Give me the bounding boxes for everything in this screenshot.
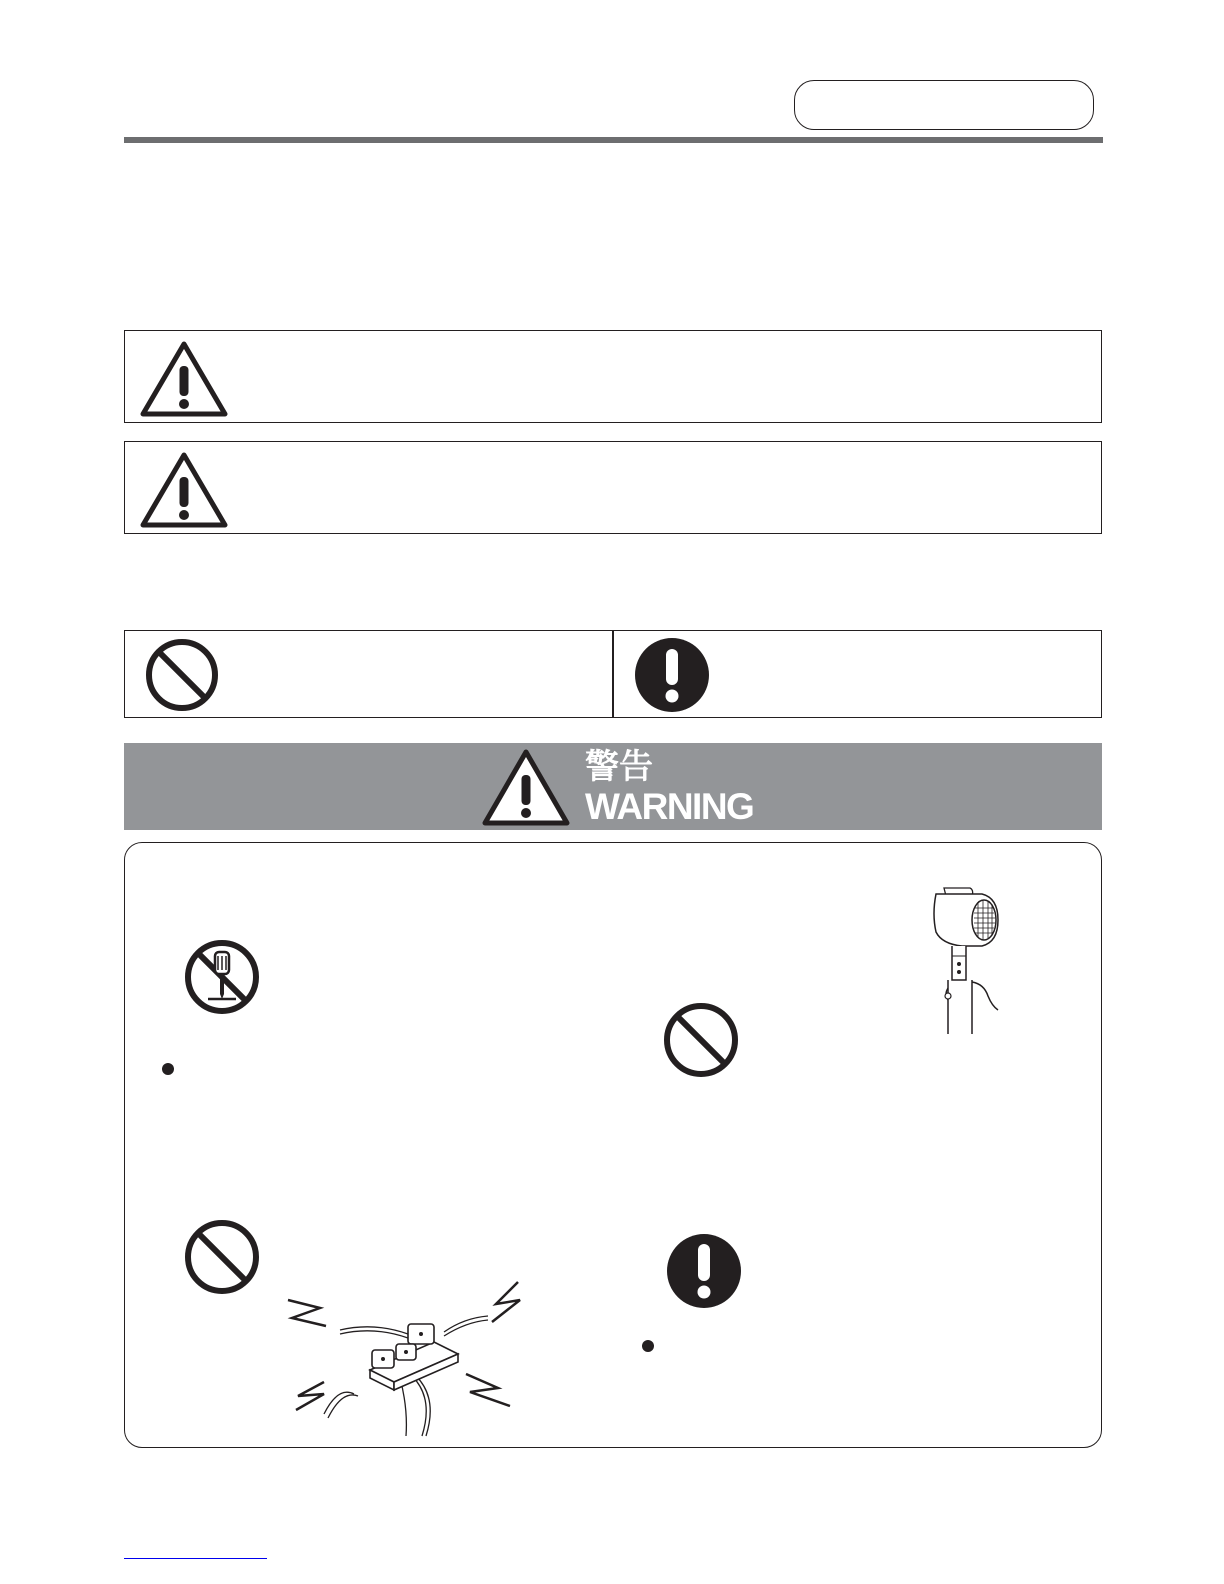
bullet [642, 1340, 654, 1352]
overloaded-outlet-illustration [284, 1278, 526, 1438]
hair-dryer-illustration [922, 884, 1006, 1036]
symbols-divider [612, 630, 614, 718]
footer-link-underline [124, 1558, 267, 1559]
caution-triangle-icon [139, 449, 229, 529]
warning-title-english: WARNING [585, 786, 754, 827]
no-disassembly-icon [182, 938, 262, 1016]
bullet [162, 1063, 174, 1075]
prohibition-icon [143, 637, 221, 713]
mandatory-exclamation-icon [632, 637, 712, 713]
prohibition-icon [661, 1001, 741, 1079]
warning-title-chinese: 警告 [585, 747, 653, 787]
danger-level-box [124, 330, 1102, 423]
caution-triangle-icon [481, 747, 571, 827]
caution-triangle-icon [139, 338, 229, 418]
mandatory-exclamation-icon [664, 1232, 744, 1310]
caution-level-box [124, 441, 1102, 534]
header-section-tab [794, 80, 1094, 130]
header-rule [124, 137, 1103, 143]
prohibition-icon [182, 1218, 262, 1296]
